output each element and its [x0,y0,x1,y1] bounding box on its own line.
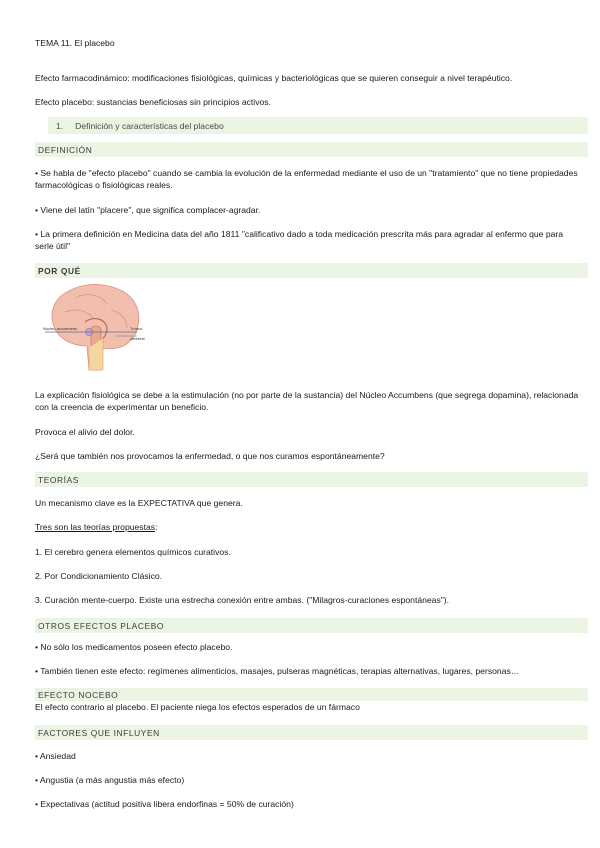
factor-item: • Expectativas (actitud positiva libera endorfinas = 50% de curación) [35,799,294,809]
porque-item: La explicación fisiológica se debe a la estimulación (no por parte de la sustancia) del Núcleo Accumbens (que segrega dopamina), relacionada con la creencia de experimentar un beneficio. [35,390,579,412]
teorias-intro: Un mecanismo clave es la EXPECTATIVA que genera. [35,498,243,508]
factor-item: • Ansiedad [35,751,76,761]
figure-label-left: Núcleo accumbens [43,326,78,331]
teorias-subheading-underlined: Tres son las teorías propuestas [35,522,156,532]
section-bar-teorias [35,472,588,487]
document-page [35,0,588,848]
section-bar-factores [35,725,588,740]
figure-label-right-2: cerebral [130,336,145,341]
section-heading: TEORÍAS [38,475,79,485]
figure-label-right: Tronco [130,326,143,331]
porque-item: ¿Será que también nos provocamos la enfermedad, o que nos curamos espontáneamente? [35,451,385,461]
teorias-subheading [35,522,580,534]
porque-item: Provoca el alivio del dolor. [35,427,135,437]
intro-farmacodinamico: Efecto farmacodinámico: modificaciones fisiológicas, químicas y bacteriológicas que se quieren conseguir a nivel terapéutico. [35,73,513,83]
nocebo-text: El efecto contrario al placebo. El paciente niega los efectos esperados de un fármaco [35,702,360,712]
section-heading: EFECTO NOCEBO [38,690,119,700]
toc-label [56,121,224,133]
doc-title: TEMA 11. El placebo [35,38,115,48]
intro-placebo: Efecto placebo: sustancias beneficiosas sin principios activos. [35,97,271,107]
brain-diagram-image [41,282,151,374]
section-heading: OTROS EFECTOS PLACEBO [38,621,164,631]
section-bar-otros-efectos [35,618,588,633]
toc-entry[interactable] [48,117,588,134]
factor-item: • Angustia (a más angustia más efecto) [35,775,185,785]
definicion-item: • Se habla de "efecto placebo" cuando se cambia la evolución de la enfermedad mediante el uso de un "tratamiento" que no tiene propiedades farmacológicas o fisiológicas reales. [35,168,578,190]
section-heading: DEFINICIÓN [38,145,93,155]
section-bar-definicion [35,142,588,157]
section-bar-nocebo [35,688,588,701]
teoria-item: 2. Por Condicionamiento Clásico. [35,571,163,581]
definicion-item: • La primera definición en Medicina data del año 1811 "calificativo dado a toda medicación prescrita más para agradar al enfermo que para serle útil" [35,229,564,251]
toc-text: Definición y características del placebo [75,120,224,131]
section-heading: POR QUÉ [38,266,81,276]
definicion-item: • Viene del latín "placere", que significa complacer-agradar. [35,205,261,215]
section-bar-porque [35,263,588,278]
teoria-item: 3. Curación mente-cuerpo. Existe una estrecha conexión entre ambas. ("Milagros-curaciones espontáneas"). [35,595,450,605]
otros-item: • También tienen este efecto: regímenes alimenticios, masajes, pulseras magnéticas, terapias alternativas, lugares, personas… [35,666,520,676]
otros-item: • No sólo los medicamentos poseen efecto placebo. [35,642,233,652]
section-heading: FACTORES QUE INFLUYEN [38,728,160,738]
teorias-subheading-colon: : [155,522,158,532]
teoria-item: 1. El cerebro genera elementos químicos curativos. [35,547,231,557]
toc-number: 1. [56,120,64,131]
